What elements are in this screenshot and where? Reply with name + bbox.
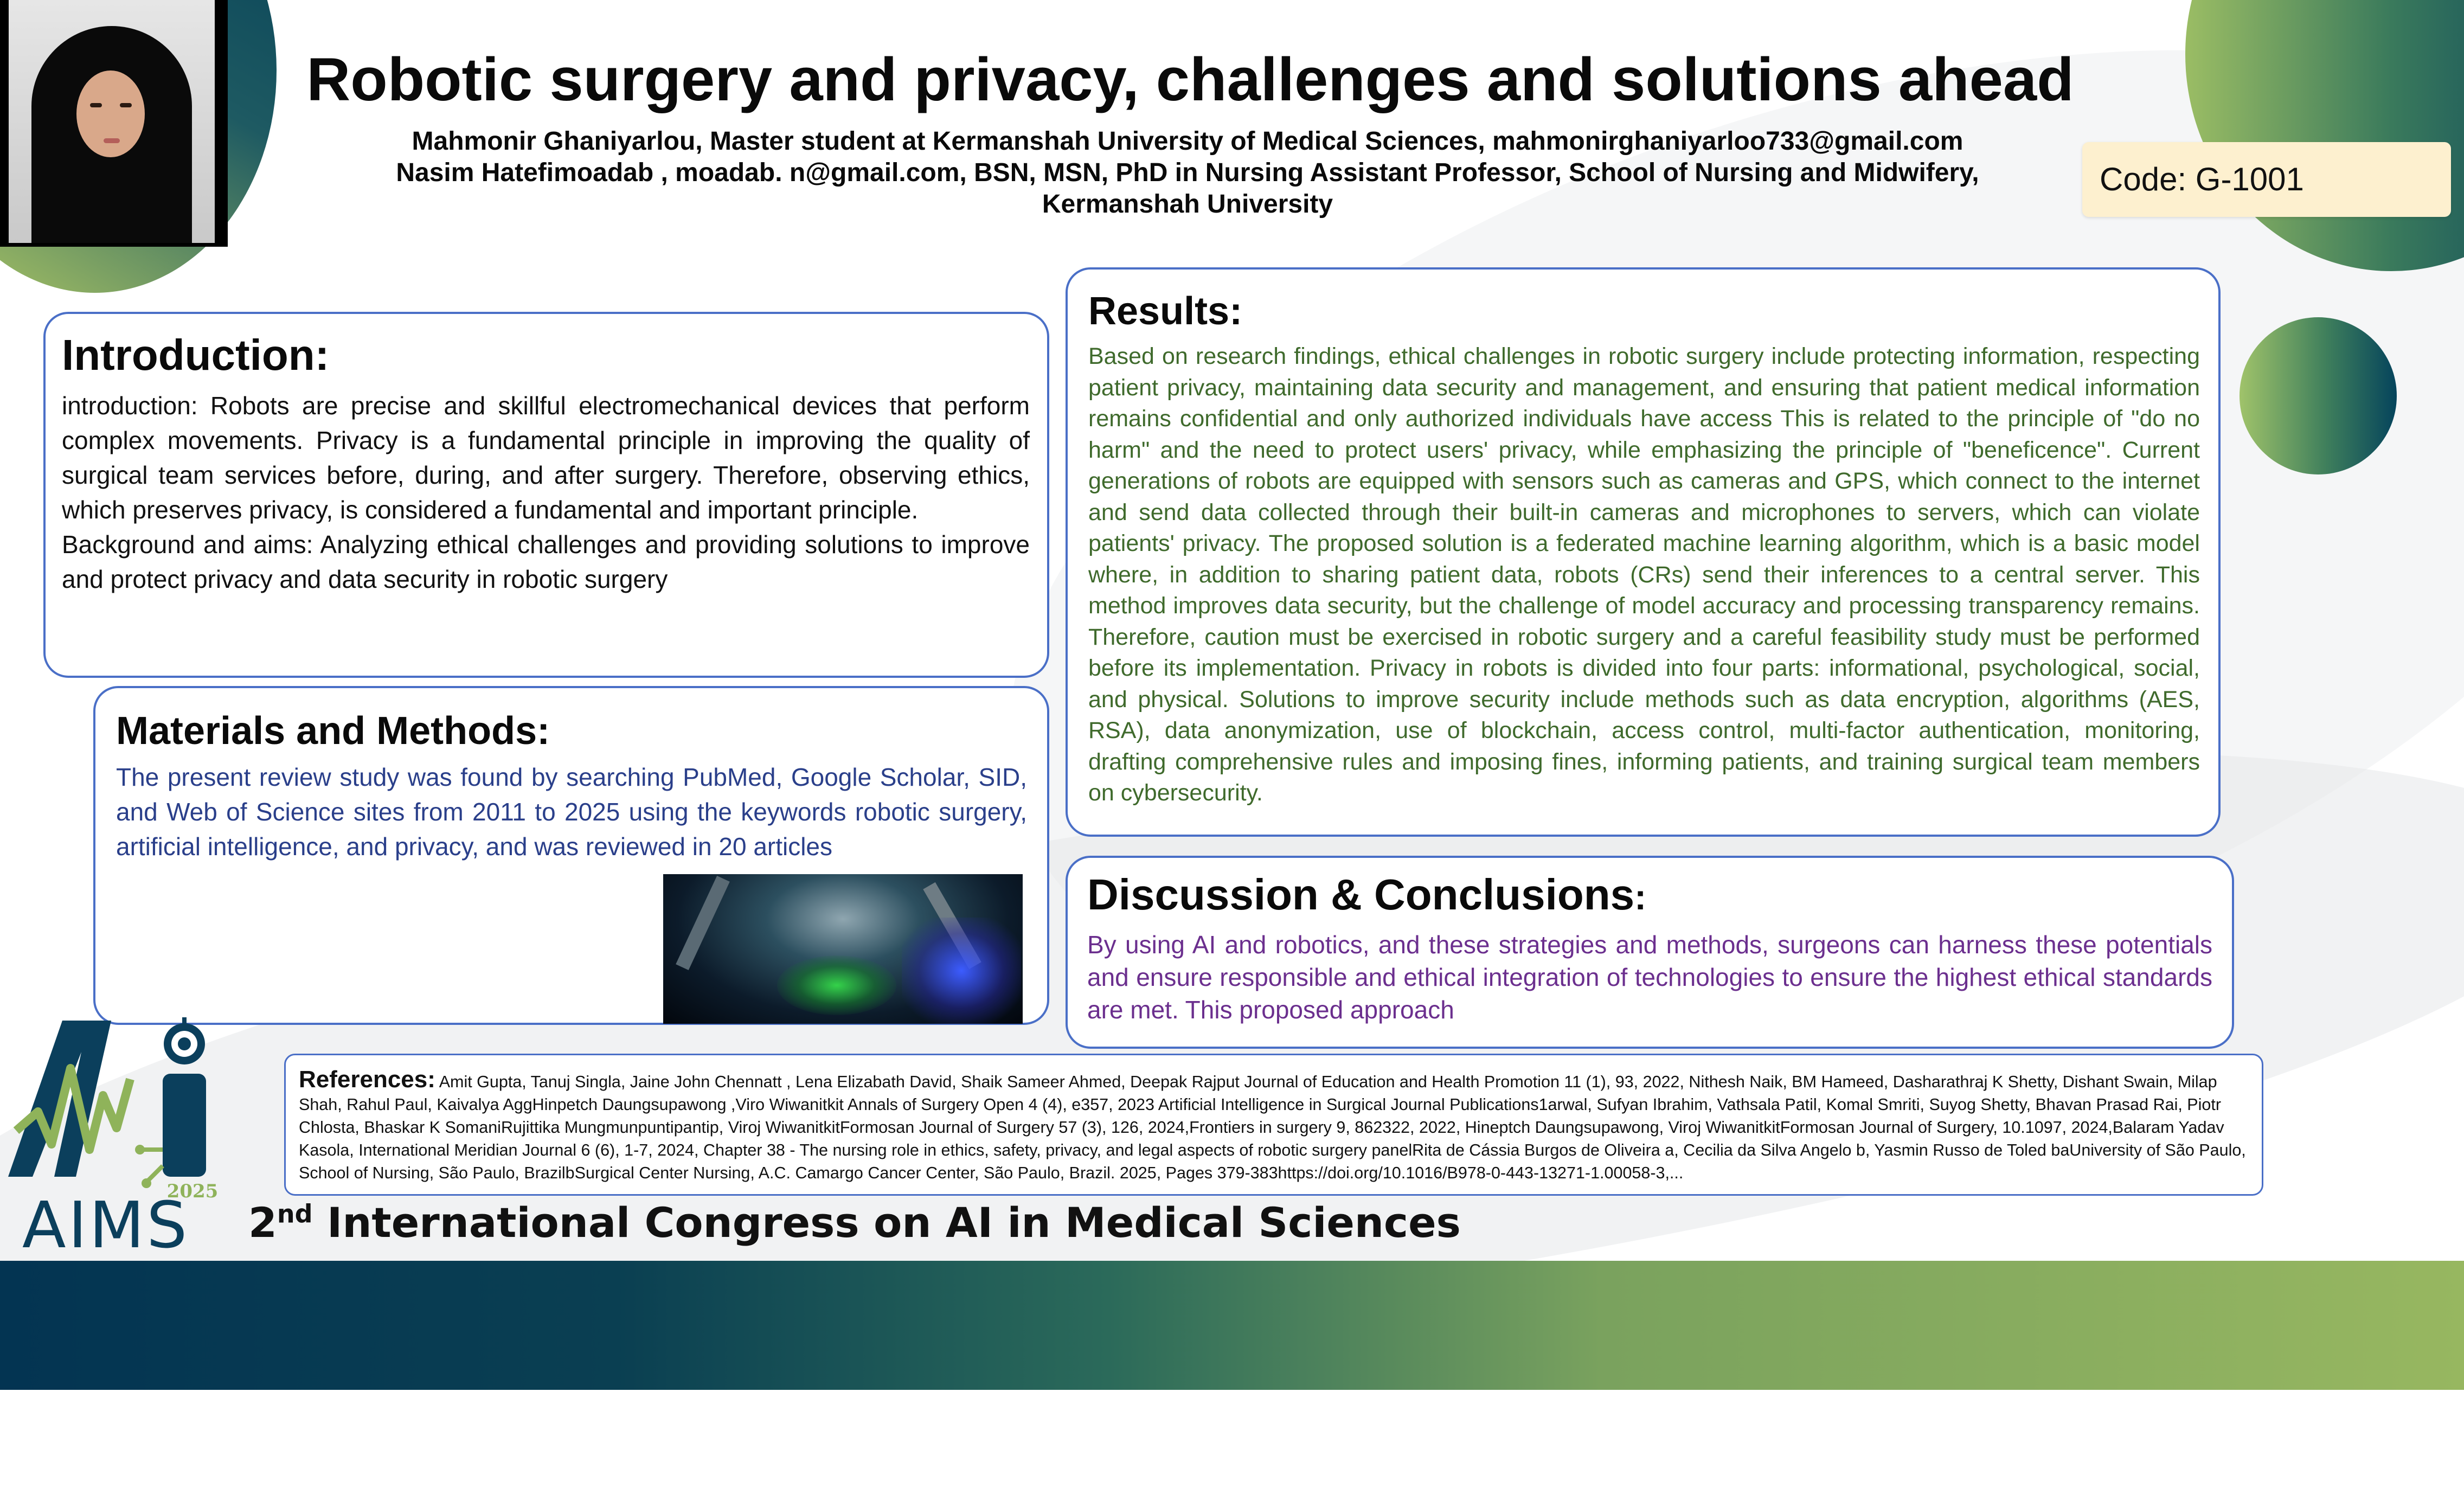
introduction-heading: Introduction: <box>62 331 330 379</box>
background-aims-paragraph: Background and aims: Analyzing ethical challenges and providing solutions to improve and protect privacy and data security in robotic surgery <box>62 530 1030 593</box>
congress-title: 2nd International Congress on AI in Medical Sciences <box>248 1198 1461 1247</box>
author-line: Mahmonir Ghaniyarlou, Master student at Kermanshah University of Medical Sciences, mahmonirghaniyarloo733@gmail.com <box>412 127 1964 156</box>
discussion-section <box>1066 856 2234 1049</box>
poster-code: Code: G-1001 <box>2100 161 2304 197</box>
robotic-surgery-image <box>663 874 1023 1024</box>
author-line: Nasim Hatefimoadab , moadab. n@gmail.com, BSN, MSN, PhD in Nursing Assistant Professor, School of Nursing and Midwifery, <box>396 158 1979 187</box>
poster-title: Robotic surgery and privacy, challenges and solutions ahead <box>306 46 2074 113</box>
methods-heading: Materials and Methods: <box>116 709 550 753</box>
decorative-circle-mid-right <box>2240 317 2397 474</box>
discussion-heading: Discussion & Conclusions: <box>1087 870 1647 919</box>
footer-gradient-band <box>0 1261 2464 1390</box>
poster-code-badge <box>2082 142 2451 217</box>
methods-body: The present review study was found by searching PubMed, Google Scholar, SID, and Web of Science sites from 2011 to 2025 using the keywords robotic surgery, artificial intelligence, and privacy, and was reviewed in 20 articles <box>116 763 1027 861</box>
introduction-section <box>43 312 1049 678</box>
author-photo <box>0 0 228 247</box>
introduction-paragraph: introduction: Robots are precise and skillful electromechanical devices that perform complex movements. Privacy is a fundamental principle in improving the quality of surgical team services before, during, and after surgery. Therefore, observing ethics, which preserves privacy, is considered a fundamental and important principle. <box>62 392 1030 524</box>
author-line: Kermanshah University <box>1042 190 1333 219</box>
logo-year: 2025 <box>166 1181 219 1202</box>
discussion-body: By using AI and robotics, and these strategies and methods, surgeons can harness these potentials and ensure responsible and ethical integration of technologies to ensure the highest ethical standards are met. This proposed approach <box>1087 931 2212 1024</box>
aims-logo-icon <box>0 1014 228 1258</box>
results-heading: Results: <box>1088 290 1243 333</box>
references-section <box>284 1054 2263 1196</box>
logo-wordmark: AIMS <box>22 1188 190 1258</box>
references-body: Amit Gupta, Tanuj Singla, Jaine John Chennatt , Lena Elizabath David, Shaik Sameer Ahmed, Deepak Rajput Journal of Education and Health Promotion 11 (1), 93, 2022, Nithesh Naik, BM Hameed, Dasharathraj K Shetty, Dishant Swain, Milap Shah, Rahul Paul, Kaivalya AggHinpetch Daungsupawong ,Viro Wiwanitkit Annals of Surgery Open 4 (4), e357, 2023 Artificial Intelligence in Surgical Journal Publications1arwal, Sufyan Ibrahim, Vathsala Patil, Komal Smriti, Suyog Shetty, Bhavan Prasad Rai, Piotr Chlosta, Bhaskar K SomaniRujittika Mungmunpuntipantip, Viroj WiwanitkitFormosan Journal of Surgery 57 (3), 126, 2024,Frontiers in surgery 9, 862322, 2022, Hineptch Daungsupawong, Viroj WiwanitkitFormosan Journal of Surgery, 10.1097, 2024,Balaram Yadav Kasola, International Meridian Journal 6 (6), 1-7, 2024, Chapter 38 - The nursing role in ethics, safety, privacy, and legal aspects of robotic surgery panelRita de Cássia Burgos de Oliveira a, Cecilia da Silva Angelo b, Yasmin Russo de Toled baUniversity of São Paulo, School of Nursing, São Paulo, BrazilbSurgical Center Nursing, A.C. Camargo Cancer Center, São Paulo, Brazil. 2025, Pages 379-383https://doi.org/10.1016/B978-0-443-13271-1.00058-3,... <box>299 1073 2246 1182</box>
references-heading: References: <box>299 1066 435 1093</box>
results-body: Based on research findings, ethical challenges in robotic surgery include protecting information, respecting patient privacy, maintaining data security and management, and ensuring that patient medical information remains confidential and only authorized individuals have access This is related to the principle of "do no harm" and the need to protect users' privacy, while emphasizing the principle of "beneficence". Current generations of robots are equipped with sensors such as cameras and GPS, which connect to the internet and send data collected through their built-in cameras and microphones to servers, which can violate patients' privacy. The proposed solution is a federated machine learning algorithm, which is a basic model where, in addition to sharing patient data, robots (CRs) send their inferences to a central server. This method improves data security, but the challenge of model accuracy and processing transparency remains. Therefore, caution must be exercised in robotic surgery and a careful feasibility study must be performed before its implementation. Privacy in robots is divided into four parts: informational, psychological, social, and physical. Solutions to improve security include methods such as data encryption, algorithms (AES, RSA), data anonymization, use of blockchain, access control, multi-factor authentication, monitoring, drafting comprehensive rules and imposing fines, informing patients, and training surgical team members on cybersecurity. <box>1088 343 2200 806</box>
results-section <box>1066 267 2221 837</box>
author-block <box>325 126 2050 220</box>
